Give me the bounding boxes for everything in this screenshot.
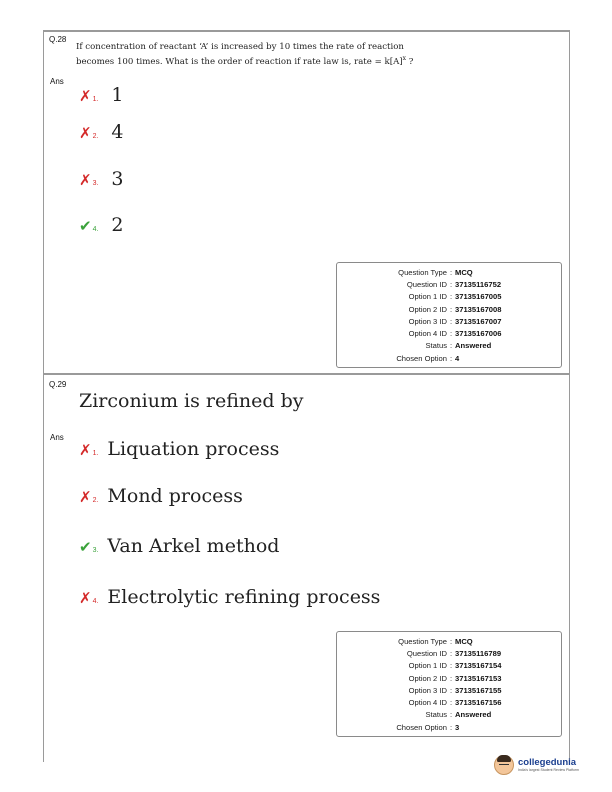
- info-row: Option 1 ID : 37135167154: [408, 661, 502, 671]
- info-row: Option 3 ID : 37135167155: [408, 685, 502, 695]
- info-row: Question Type : MCQ: [398, 636, 473, 646]
- info-row: Chosen Option : 3: [396, 722, 460, 732]
- question-number: Q.29: [49, 380, 67, 389]
- option-number: 3.: [92, 547, 99, 554]
- check-icon: ✔: [79, 538, 92, 556]
- option-text: Van Arkel method: [107, 535, 280, 557]
- option-row[interactable]: [79, 485, 243, 507]
- option-number: 2.: [92, 133, 99, 140]
- info-row: Status : Answered: [425, 710, 492, 720]
- cross-icon: ✗: [79, 87, 92, 105]
- question-text: Zirconium is refined by: [79, 390, 304, 412]
- info-row: Question ID : 37135116789: [406, 648, 502, 658]
- logo-name: collegedunia: [518, 756, 577, 768]
- question-info-box: [336, 631, 562, 737]
- cross-icon: ✗: [79, 441, 92, 459]
- option-text: 3: [111, 168, 124, 190]
- info-row: Chosen Option : 4: [396, 353, 460, 363]
- option-text: Mond process: [107, 485, 243, 507]
- option-row[interactable]: [79, 84, 124, 106]
- cross-icon: ✗: [79, 171, 92, 189]
- info-row: Option 2 ID : 37135167008: [408, 304, 502, 314]
- info-row: Option 3 ID : 37135167007: [408, 316, 502, 326]
- logo-tagline: India's largest Student Review Platform: [518, 767, 579, 772]
- info-row: Question ID : 37135116752: [406, 279, 502, 289]
- option-row[interactable]: [79, 168, 124, 190]
- info-row: Option 1 ID : 37135167005: [408, 292, 502, 302]
- answer-label: Ans: [50, 77, 64, 86]
- option-row[interactable]: [79, 121, 124, 143]
- cross-icon: ✗: [79, 589, 92, 607]
- info-row: Option 4 ID : 37135167006: [408, 329, 502, 339]
- question-number: Q.28: [49, 35, 67, 44]
- top-border: [43, 30, 569, 32]
- info-row: Status : Answered: [425, 341, 492, 351]
- question-text-end: ?: [406, 56, 414, 67]
- mascot-icon: [494, 755, 514, 775]
- option-number: 3.: [92, 180, 99, 187]
- option-text: 4: [111, 121, 124, 143]
- option-row[interactable]: [79, 535, 279, 557]
- question-separator: [43, 373, 569, 375]
- option-number: 1.: [92, 450, 99, 457]
- question-info-box: [336, 262, 562, 368]
- option-text: Electrolytic refining process: [107, 586, 381, 608]
- check-icon: ✔: [79, 217, 92, 235]
- option-row[interactable]: [79, 438, 279, 460]
- option-number: 2.: [92, 497, 99, 504]
- option-row[interactable]: [79, 214, 124, 236]
- option-number: 4.: [92, 598, 99, 605]
- option-row[interactable]: [79, 586, 380, 608]
- option-text: 2: [111, 214, 124, 236]
- option-number: 4.: [92, 226, 99, 233]
- exponent: x: [402, 55, 407, 62]
- info-row: Option 4 ID : 37135167156: [408, 698, 502, 708]
- answer-label: Ans: [50, 433, 64, 442]
- question-text-line: If concentration of reactant ‘A’ is increased by 10 times the rate of reaction: [76, 42, 404, 52]
- option-text: Liquation process: [107, 438, 280, 460]
- info-row: Question Type : MCQ: [398, 267, 473, 277]
- question-text-line: becomes 100 times. What is the order of reaction if rate law is, rate = k[A]: [76, 56, 403, 67]
- collegedunia-logo[interactable]: [494, 755, 579, 775]
- cross-icon: ✗: [79, 488, 92, 506]
- cross-icon: ✗: [79, 124, 92, 142]
- question-text: [76, 41, 416, 68]
- option-number: 1.: [92, 96, 99, 103]
- info-row: Option 2 ID : 37135167153: [408, 673, 502, 683]
- option-text: 1: [111, 84, 124, 106]
